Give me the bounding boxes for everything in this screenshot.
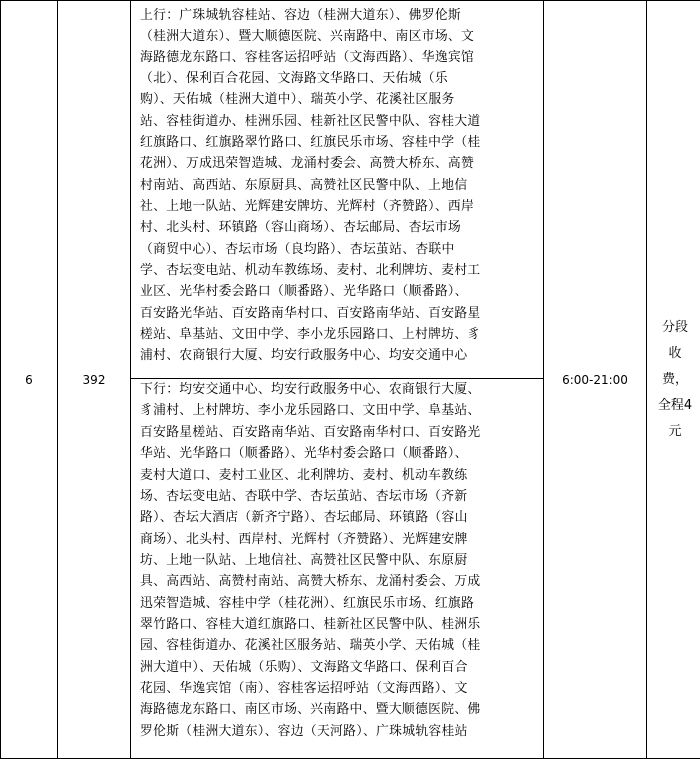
- downbound-line: 路）、杏坛大酒店（新齐宁路）、杏坛邮局、环镇路（容山: [140, 507, 468, 528]
- route-number-cell: [1, 1, 58, 759]
- fare-line: 费，: [653, 367, 697, 393]
- upbound-line: 村、北头村、环镇路（容山商场）、杏坛邮局、杏坛市场: [140, 217, 461, 238]
- route-number: 6: [25, 373, 33, 387]
- fare-line: 全程4: [653, 393, 697, 419]
- downbound-line: 具、高西站、高赞村南站、高赞大桥东、龙涌村委会、万成: [140, 571, 481, 592]
- downbound-line: 下行：均安交通中心、均安行政服务中心、农商银行大厦、: [140, 379, 481, 400]
- fare-cell: [647, 1, 700, 759]
- upbound-line: 上行：广珠城轨容桂站、容边（桂洲大道东）、佛罗伦斯: [140, 5, 461, 26]
- line-number-cell: [58, 1, 131, 759]
- upbound-line: 浦村、农商银行大厦、均安行政服务中心、均安交通中心: [140, 345, 467, 366]
- upbound-line: 购）、天佑城（桂洲大道中）、瑞英小学、花溪社区服务: [140, 89, 455, 110]
- fare-line: 元: [653, 419, 697, 445]
- hours-cell: [544, 1, 647, 759]
- upbound-line: 花洲）、万成迅荣智造城、龙涌村委会、高赞大桥东、高赞: [140, 153, 474, 174]
- downbound-line: 麦村大道口、麦村工业区、北利牌坊、麦村、机动车教练: [140, 465, 467, 486]
- upbound-line: 红旗路口、红旗路翠竹路口、红旗民乐市场、容桂中学（桂: [140, 132, 481, 153]
- line-number: 392: [83, 373, 106, 387]
- upbound-line: 村南站、高西站、东原厨具、高赞社区民警中队、上地信: [140, 175, 467, 196]
- fare-line: 分段: [653, 315, 697, 341]
- downbound-line: 豸浦村、上村牌坊、李小龙乐园路口、文田中学、阜基站、: [140, 400, 481, 421]
- service-hours: 6:00-21:00: [562, 373, 628, 387]
- downbound-line: 坊、上地一队站、上地信社、高赞社区民警中队、东原厨: [140, 550, 467, 571]
- downbound-line: 园、容桂街道办、花溪社区服务站、瑞英小学、天佑城（桂: [140, 635, 481, 656]
- upbound-line: （北）、保利百合花园、文海路文华路口、天佑城（乐: [140, 68, 448, 89]
- downbound-line: 洲大道中）、天佑城（乐购）、文海路文华路口、保利百合: [140, 657, 468, 678]
- table-row: [1, 1, 700, 759]
- downbound-line: 百安路星槎站、百安路南华站、百安路南华村口、百安路光: [140, 422, 481, 443]
- upbound-line: 业区、光华村委会路口（顺番路）、光华路口（顺番路）、: [140, 281, 468, 302]
- downbound-line: 罗伦斯（桂洲大道东）、容边（天河路）、广珠城轨容桂站: [140, 721, 468, 742]
- downbound-stops: [131, 379, 543, 758]
- downbound-line: 场、杏坛变电站、杏联中学、杏坛茧站、杏坛市场（齐新: [140, 486, 467, 507]
- downbound-line: 商场）、北头村、西岸村、光辉村（齐赞路）、光辉建安牌: [140, 529, 468, 550]
- upbound-line: 社、上地一队站、光辉建安牌坊、光辉村（齐赞路）、西岸: [140, 196, 474, 217]
- downbound-line: 花园、华逸宾馆（南）、容桂客运招呼站（文海西路）、文: [140, 678, 468, 699]
- upbound-line: 百安路光华站、百安路南华村口、百安路南华站、百安路星: [140, 303, 481, 324]
- downbound-line: 翠竹路口、容桂大道红旗路口、桂新社区民警中队、桂洲乐: [140, 614, 481, 635]
- stops-cell: [131, 1, 544, 759]
- upbound-line: 站、容桂街道办、桂洲乐园、桂新社区民警中队、容桂大道: [140, 111, 481, 132]
- upbound-line: 学、杏坛变电站、机动车教练场、麦村、北利牌坊、麦村工: [140, 260, 481, 281]
- upbound-line: （桂洲大道东）、暨大顺德医院、兴南路中、南区市场、文: [140, 26, 474, 47]
- upbound-stops: [131, 1, 543, 379]
- upbound-line: （商贸中心）、杏坛市场（良均路）、杏坛茧站、杏联中: [140, 239, 455, 260]
- fare-line: 收: [653, 341, 697, 367]
- upbound-line: 槎站、阜基站、文田中学、李小龙乐园路口、上村牌坊、豸: [140, 324, 481, 345]
- downbound-line: 海路德龙东路口、南区市场、兴南路中、暨大顺德医院、佛: [140, 699, 481, 720]
- upbound-line: 海路德龙东路口、容桂客运招呼站（文海西路）、华逸宾馆: [140, 47, 474, 68]
- fare-text: [647, 315, 700, 445]
- downbound-line: 迅荣智造城、容桂中学（桂花洲）、红旗民乐市场、红旗路: [140, 593, 474, 614]
- downbound-line: 华站、光华路口（顺番路）、光华村委会路口（顺番路）、: [140, 443, 468, 464]
